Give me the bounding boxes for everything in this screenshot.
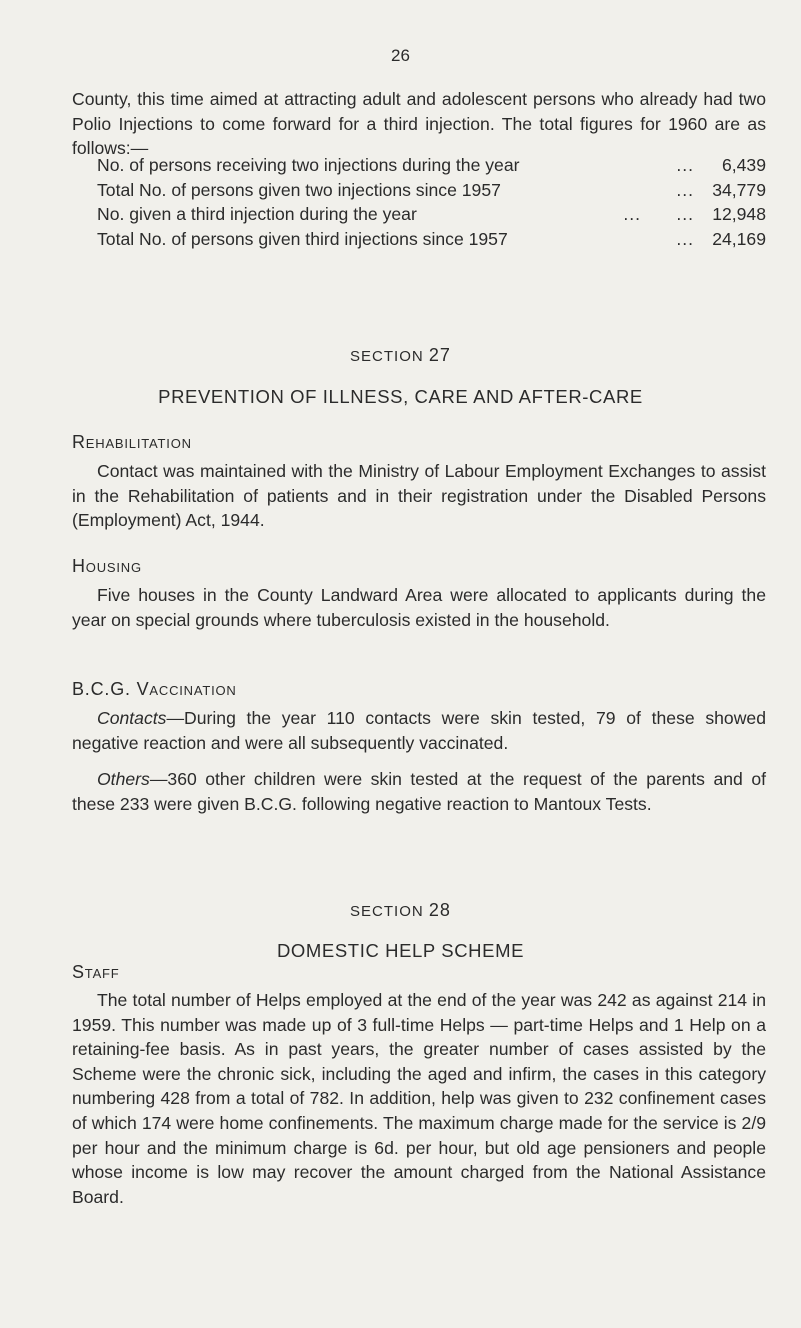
contacts-text: —During the year 110 contacts were skin tested, 79 of these showed negative reaction and were all subsequently vaccinated. bbox=[72, 708, 766, 753]
section-word: SECTION bbox=[350, 903, 424, 920]
rehabilitation-text: Contact was maintained with the Ministry of Labour Employment Exchanges to assist in the Rehabilitation of patients and in their registration under the Disabled Persons (Employment) Act, 1944. bbox=[72, 461, 766, 531]
contacts-label: Contacts bbox=[97, 708, 167, 728]
stat-leader-dots: ... bbox=[676, 228, 694, 249]
stat-label: Total No. of persons given two injections since 1957 bbox=[97, 179, 501, 200]
others-text: —360 other children were skin tested at the request of the parents and of these 233 were given B.C.G. following negative reaction to Mantoux Tests. bbox=[72, 769, 766, 814]
section-27-title: PREVENTION OF ILLNESS, CARE AND AFTER-CARE bbox=[158, 386, 643, 407]
bcg-others-paragraph bbox=[72, 767, 766, 816]
stat-row bbox=[97, 153, 766, 178]
stat-leader-dots: ... bbox=[676, 155, 694, 175]
housing-heading: Housing bbox=[72, 556, 142, 576]
section-28-title: DOMESTIC HELP SCHEME bbox=[276, 940, 525, 961]
stat-value: 34,779 bbox=[712, 179, 766, 200]
stat-value: 24,169 bbox=[712, 228, 766, 249]
stat-label: Total No. of persons given third injections since 1957 bbox=[97, 228, 508, 249]
section-number: 28 bbox=[428, 900, 451, 920]
intro-paragraph: County, this time aimed at attracting adult and adolescent persons who already had two Polio Injections to come forward for a third injection. The total figures for 1960 are as follows:— bbox=[72, 89, 766, 158]
stat-row bbox=[97, 202, 766, 227]
staff-text: The total number of Helps employed at the end of the year was 242 as against 214 in 1959. This number was made up of 3 full-time Helps — part-time Helps and 1 Help on a retaining-fee basis. As in past years, the greater number of cases assisted by the Scheme were the chronic sick, including the aged and infirm, the cases in this category numbering 428 from a total of 782. In addition, help was given to 232 confinement cases of which 174 were home confinements. The maximum charge made for the service is 2/9 per hour and the minimum charge is 6d. per hour, but old age pensioners and people whose income is low may recover the amount charged from the National Assistance Board. bbox=[72, 990, 766, 1207]
polio-stats-list bbox=[97, 153, 766, 251]
rehabilitation-heading: Rehabilitation bbox=[72, 432, 192, 452]
others-label: Others bbox=[97, 769, 150, 789]
bcg-contacts-paragraph bbox=[72, 706, 766, 755]
section-word: SECTION bbox=[350, 348, 424, 365]
stat-leader-dots: ... ... bbox=[623, 204, 694, 225]
staff-heading: Staff bbox=[72, 962, 120, 982]
section-28-label bbox=[0, 900, 801, 922]
stat-label: No. of persons receiving two injections during the year bbox=[97, 155, 520, 175]
stat-row bbox=[97, 227, 766, 252]
stat-row bbox=[97, 178, 766, 203]
bcg-heading: B.C.G. Vaccination bbox=[72, 679, 237, 699]
stat-label: No. given a third injection during the year bbox=[97, 204, 417, 225]
stat-value: 12,948 bbox=[712, 204, 766, 225]
section-number: 27 bbox=[428, 345, 451, 365]
section-27-label bbox=[0, 345, 801, 367]
page-number: 26 bbox=[391, 46, 410, 65]
stat-value: 6,439 bbox=[721, 155, 766, 175]
housing-text: Five houses in the County Landward Area were allocated to applicants during the year on special grounds where tuberculosis existed in the household. bbox=[72, 585, 766, 630]
stat-leader-dots: ... bbox=[676, 179, 694, 200]
